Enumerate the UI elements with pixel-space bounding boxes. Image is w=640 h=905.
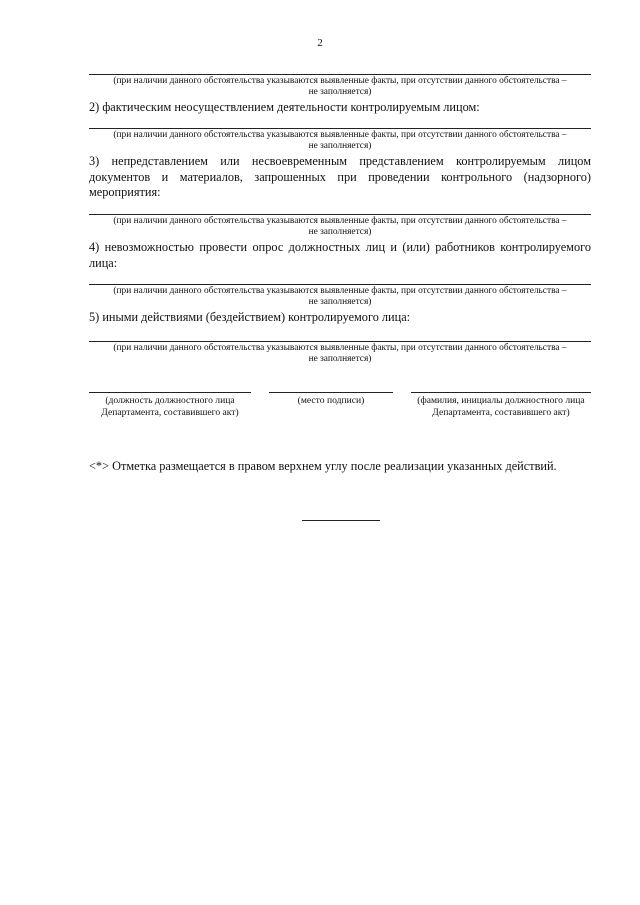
form-section-4: [89, 284, 591, 326]
signature-row: [89, 392, 591, 436]
form-section-2: [89, 128, 591, 201]
signature-position-caption: (должность должностного лица Департамента, составившего акт): [101, 395, 239, 418]
page-number: 2: [317, 37, 323, 49]
hint-text: (при наличии данного обстоятельства указываются выявленные факты, при отсутствии данного обстоятельства – не заполняется): [113, 343, 567, 364]
signature-name-caption: (фамилия, инициалы должностного лица Департамента, составившего акт): [417, 395, 585, 418]
list-item-2: 2) фактическим неосуществлением деятельности контролируемым лицом:: [89, 100, 480, 114]
footnote: <*> Отметка размещается в правом верхнем углу после реализации указанных действий.: [89, 459, 557, 473]
signature-place: [269, 392, 393, 407]
form-section-5: [89, 341, 591, 365]
list-item-3: 3) непредставлением или несвоевременным представлением контролируемым лицом документов и материалов, запрошенных при проведении контрольного (надзорного) мероприятия:: [89, 154, 591, 199]
form-section-1: [89, 74, 591, 116]
hint-text: (при наличии данного обстоятельства указываются выявленные факты, при отсутствии данного обстоятельства – не заполняется): [113, 286, 567, 307]
hint-text: (при наличии данного обстоятельства указываются выявленные факты, при отсутствии данного обстоятельства – не заполняется): [113, 76, 567, 97]
end-of-document-line: [302, 520, 380, 521]
signature-place-caption: (место подписи): [297, 395, 365, 406]
signature-position: [89, 392, 251, 418]
list-item-4: 4) невозможностью провести опрос должностных лиц и (или) работников контролируемого лица:: [89, 240, 591, 270]
list-item-5: 5) иными действиями (бездействием) контролируемого лица:: [89, 310, 411, 324]
signature-name: [411, 392, 591, 418]
form-section-3: [89, 214, 591, 271]
hint-text: (при наличии данного обстоятельства указываются выявленные факты, при отсутствии данного обстоятельства – не заполняется): [113, 216, 567, 237]
hint-text: (при наличии данного обстоятельства указываются выявленные факты, при отсутствии данного обстоятельства – не заполняется): [113, 130, 567, 151]
